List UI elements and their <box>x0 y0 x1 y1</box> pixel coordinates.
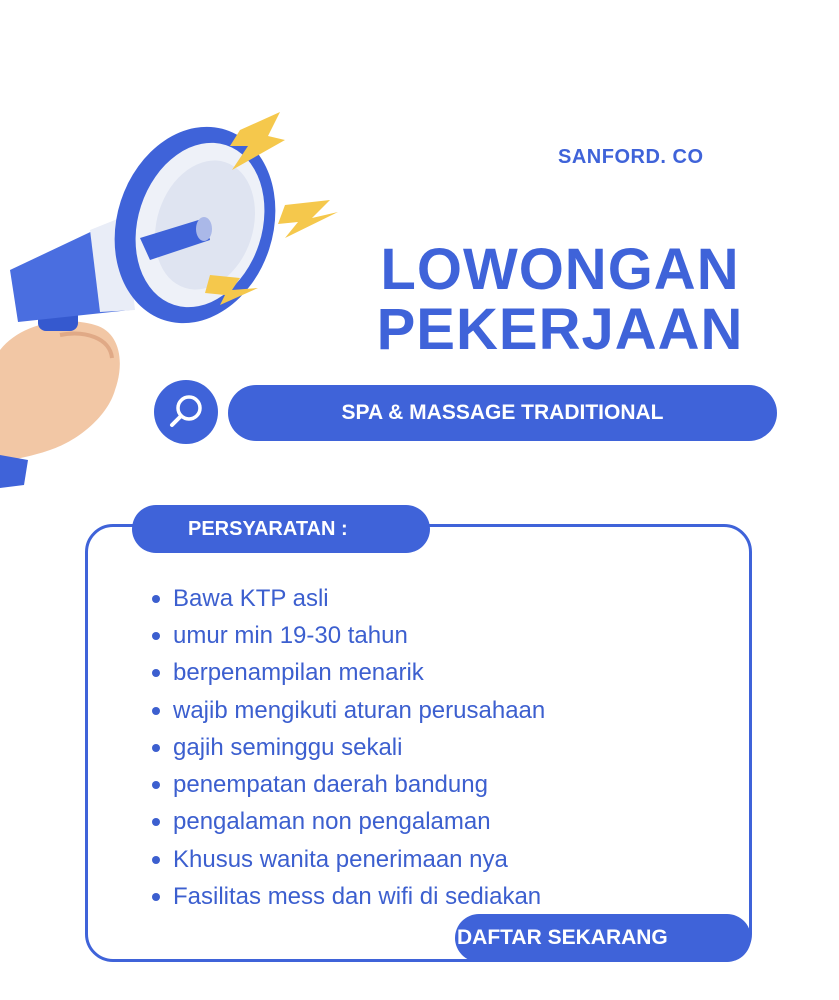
search-icon <box>154 380 218 444</box>
page-title <box>355 237 765 362</box>
bullet-icon <box>152 781 160 789</box>
lightning-icon <box>278 200 338 238</box>
bullet-icon <box>152 595 160 603</box>
list-item: pengalaman non pengalaman <box>152 804 545 841</box>
list-item: gajih seminggu sekali <box>152 729 545 766</box>
requirements-heading: PERSYARATAN : <box>132 505 430 553</box>
requirements-list <box>152 580 545 916</box>
list-item: Bawa KTP asli <box>152 580 545 617</box>
bullet-icon <box>152 669 160 677</box>
bullet-icon <box>152 818 160 826</box>
register-now-button[interactable]: DAFTAR SEKARANG <box>455 914 751 962</box>
headline-line1: LOWONGAN <box>380 237 740 302</box>
list-item: berpenampilan menarik <box>152 655 545 692</box>
list-item: penempatan daerah bandung <box>152 766 545 803</box>
list-item: Fasilitas mess dan wifi di sediakan <box>152 878 545 915</box>
bullet-icon <box>152 856 160 864</box>
company-name: SANFORD. CO <box>558 146 704 168</box>
list-item: Khusus wanita penerimaan nya <box>152 841 545 878</box>
bullet-icon <box>152 707 160 715</box>
bullet-icon <box>152 632 160 640</box>
list-item: umur min 19-30 tahun <box>152 617 545 654</box>
list-item: wajib mengikuti aturan perusahaan <box>152 692 545 729</box>
headline-line2: PEKERJAAN <box>376 297 744 362</box>
job-position-label: SPA & MASSAGE TRADITIONAL <box>228 385 777 441</box>
bullet-icon <box>152 744 160 752</box>
bullet-icon <box>152 893 160 901</box>
